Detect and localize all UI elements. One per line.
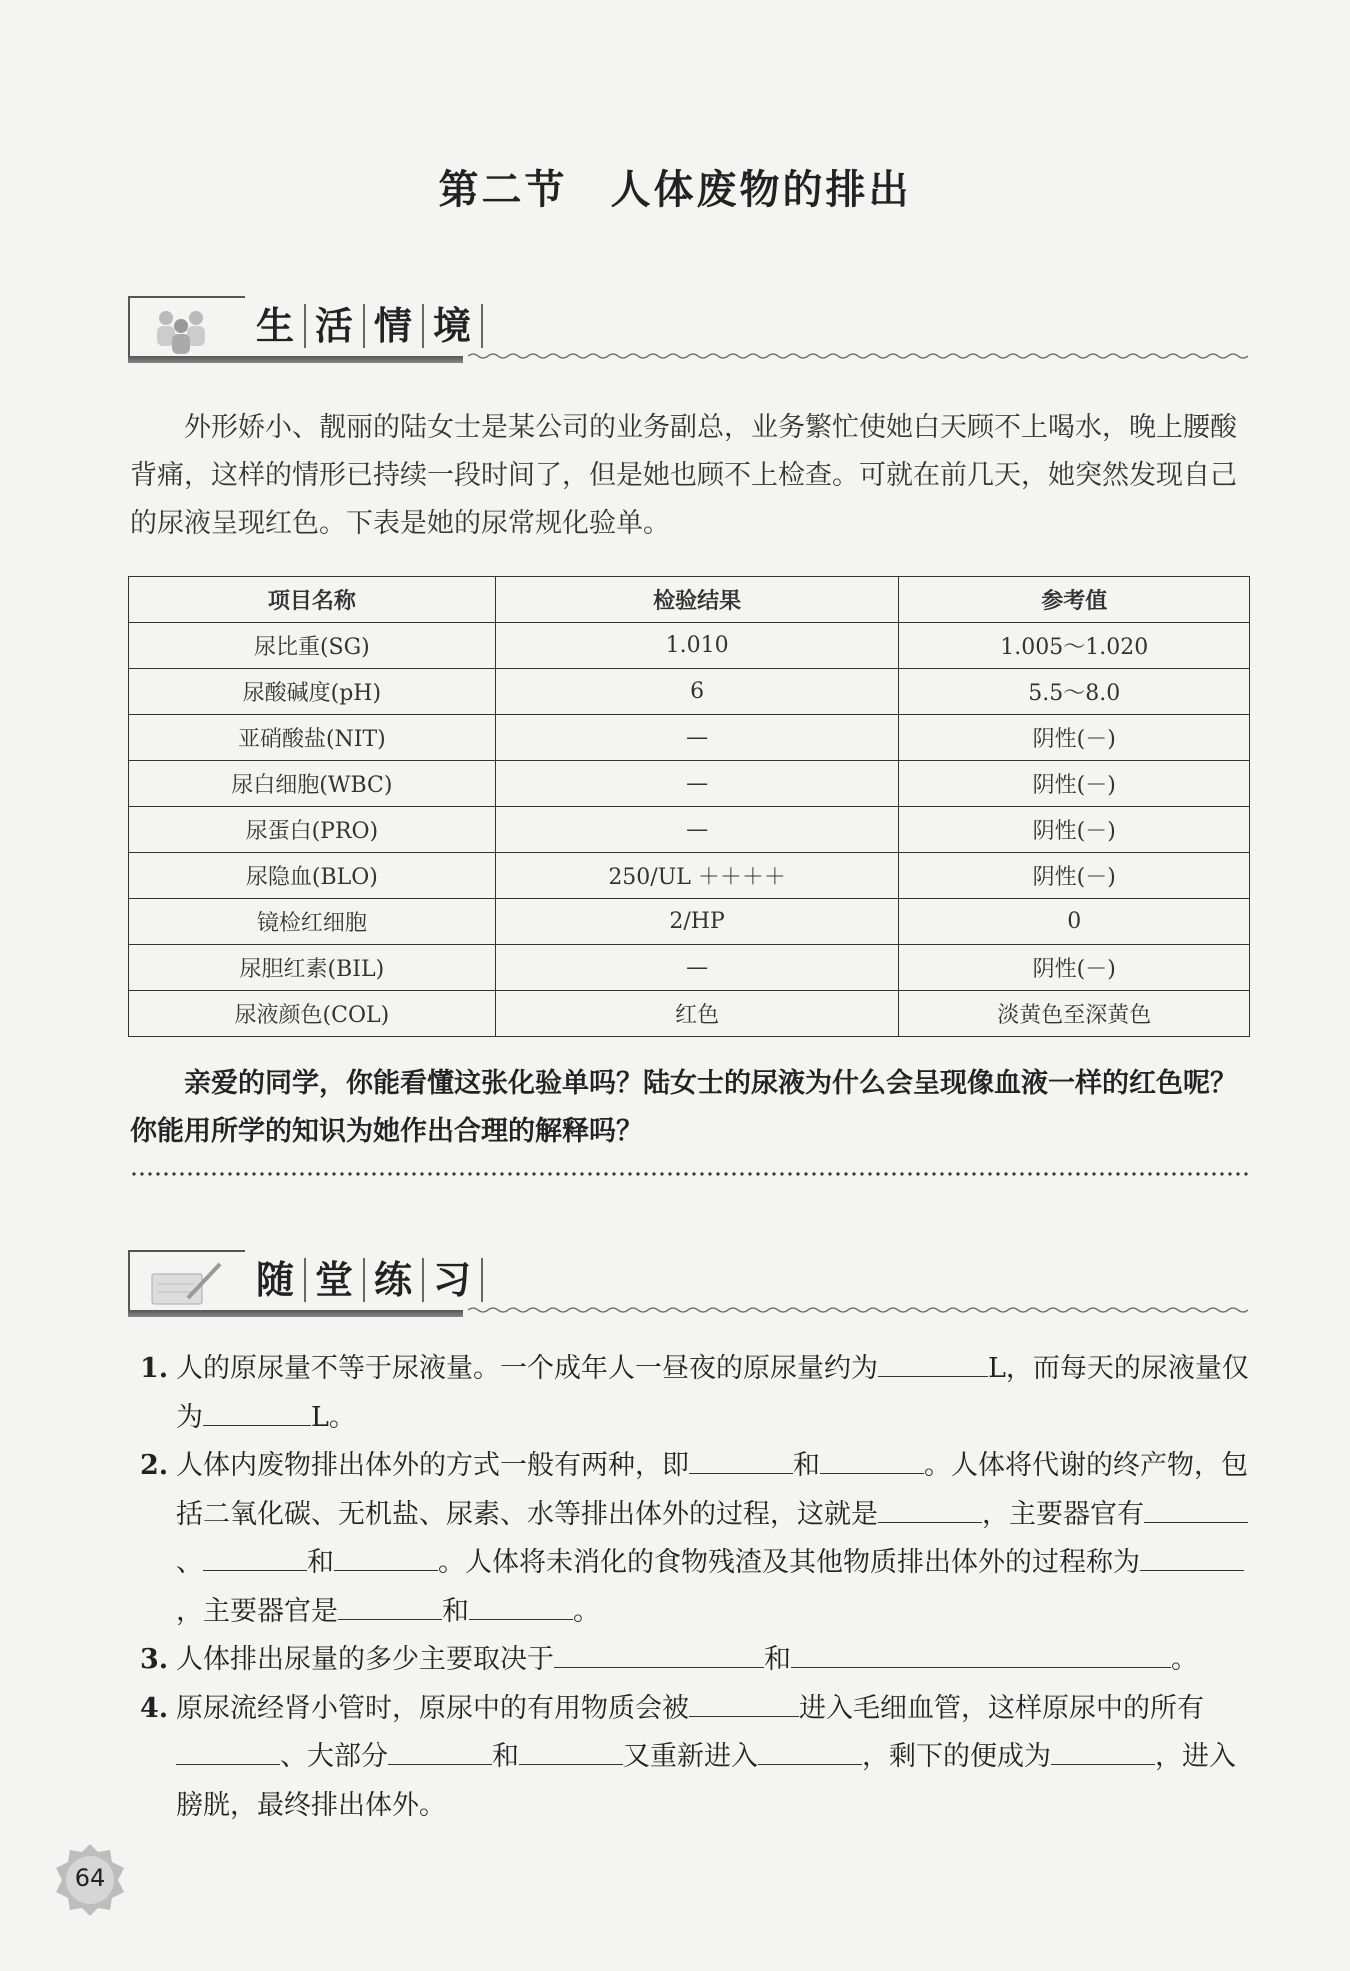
table-row: 镜检红细胞 2/HP 0 — [129, 899, 1250, 945]
answer-blank[interactable] — [519, 1734, 623, 1765]
table-row: 亚硝酸盐(NIT) — 阴性(－) — [129, 715, 1250, 761]
exercise-3: 3. 人体排出尿量的多少主要取决于 和 。 — [140, 1636, 1250, 1685]
intro-paragraph: 外形娇小、靓丽的陆女士是某公司的业务副总，业务繁忙使她白天顾不上喝水，晚上腰酸背痛，这样的情形已持续一段时间了，但是她也顾不上检查。可就在前几天，她突然发现自己的尿液呈现红色。下表是她的尿常规化验单。 — [130, 412, 1237, 539]
dotted-divider — [130, 1172, 1248, 1176]
column-header: 项目名称 — [129, 577, 496, 623]
answer-blank[interactable] — [469, 1589, 573, 1620]
table-row: 尿白细胞(WBC) — 阴性(－) — [129, 761, 1250, 807]
exercise-2: 2. 人体内废物排出体外的方式一般有两种，即 和 。人体将代谢的终产物，包括二氧化碳、无机盐、尿素、水等排出体外的过程，这就是 ，主要器官有、 和 。人体将未消化的食物残渣及其他物质排出体外的过程称为，主要器官是 和 。 — [140, 1442, 1250, 1636]
page-title: 第二节 人体废物的排出 — [438, 166, 912, 213]
answer-blank[interactable] — [1051, 1734, 1155, 1765]
answer-blank[interactable] — [689, 1686, 799, 1717]
answer-blank[interactable] — [820, 1443, 924, 1474]
table-row: 尿液颜色(COL) 红色 淡黄色至深黄色 — [129, 991, 1250, 1037]
people-group-icon — [128, 296, 245, 356]
table-row: 尿胆红素(BIL) — 阴性(－) — [129, 945, 1250, 991]
page-number-badge — [52, 1842, 128, 1918]
section-title: 随 堂 练 习 — [256, 1258, 483, 1302]
answer-blank[interactable] — [1144, 1492, 1248, 1523]
section-title: 生 活 情 境 — [256, 304, 483, 348]
answer-blank[interactable] — [334, 1540, 438, 1571]
answer-blank[interactable] — [388, 1734, 492, 1765]
section-header-life-situation — [128, 296, 1248, 366]
exercise-4: 4. 原尿流经肾小管时，原尿中的有用物质会被 进入毛细血管，这样原尿中的所有、大部分 和 又重新进入 ，剩下的便成为 ，进入膀胱，最终排出体外。 — [140, 1685, 1250, 1831]
answer-blank[interactable] — [878, 1492, 982, 1523]
answer-blank[interactable] — [791, 1637, 1171, 1668]
column-header: 检验结果 — [495, 577, 899, 623]
wavy-divider — [468, 1305, 1248, 1315]
table-header-row — [129, 577, 1250, 623]
answer-blank[interactable] — [203, 1540, 307, 1571]
answer-blank[interactable] — [176, 1734, 280, 1765]
exercise-1: 1. 人的原尿量不等于尿液量。一个成年人一昼夜的原尿量约为 L，而每天的尿液量仅为 L。 — [140, 1345, 1250, 1442]
answer-blank[interactable] — [203, 1395, 311, 1426]
answer-blank[interactable] — [338, 1589, 442, 1620]
section-header-practice — [128, 1250, 1248, 1320]
notebook-pen-icon — [128, 1250, 245, 1310]
table-row: 尿酸碱度(pH) 6 5.5～8.0 — [129, 669, 1250, 715]
answer-blank[interactable] — [689, 1443, 793, 1474]
column-header: 参考值 — [899, 577, 1250, 623]
table-row: 尿蛋白(PRO) — 阴性(－) — [129, 807, 1250, 853]
table-row: 尿隐血(BLO) 250/UL ＋＋＋＋ 阴性(－) — [129, 853, 1250, 899]
table-row: 尿比重(SG) 1.010 1.005～1.020 — [129, 623, 1250, 669]
exercise-list — [140, 1345, 1250, 1830]
urinalysis-table — [128, 576, 1250, 1037]
answer-blank[interactable] — [554, 1637, 764, 1668]
wavy-divider — [468, 351, 1248, 361]
answer-blank[interactable] — [758, 1734, 862, 1765]
answer-blank[interactable] — [1140, 1540, 1244, 1571]
discussion-question: 亲爱的同学，你能看懂这张化验单吗？陆女士的尿液为什么会呈现像血液一样的红色呢？你能用所学的知识为她作出合理的解释吗？ — [130, 1068, 1237, 1147]
answer-blank[interactable] — [878, 1346, 988, 1377]
page-number: 64 — [74, 1864, 106, 1892]
